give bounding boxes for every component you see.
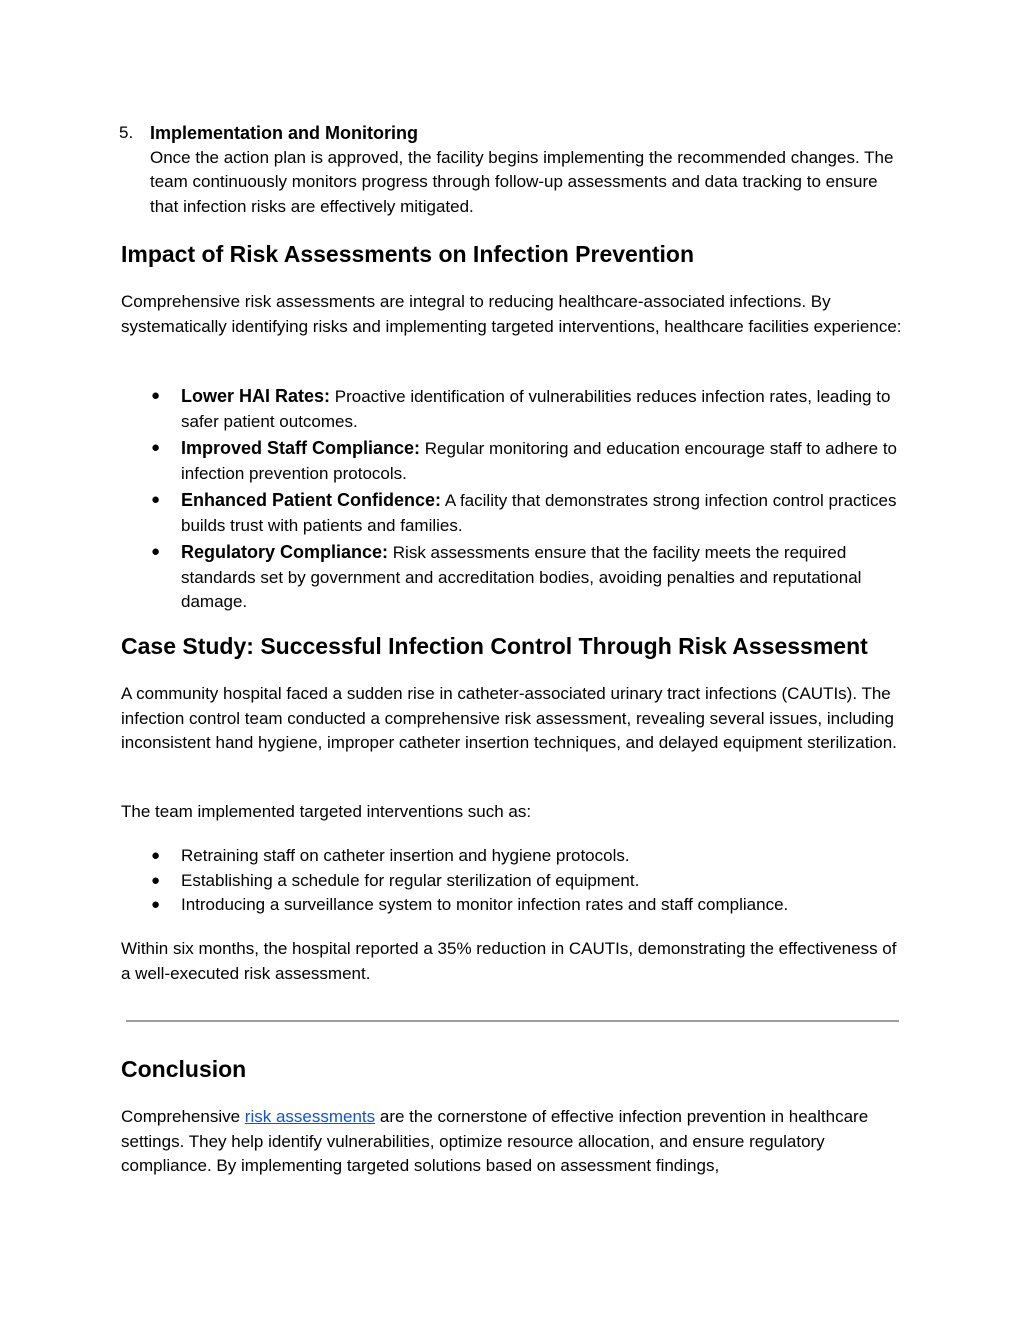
conclusion-heading: Conclusion xyxy=(121,1056,247,1082)
horizontal-divider xyxy=(126,1020,899,1022)
bullet-text: Retraining staff on catheter insertion and hygiene protocols. xyxy=(181,846,630,865)
list-item xyxy=(121,844,903,869)
bullet-text: Introducing a surveillance system to monitor infection rates and staff compliance. xyxy=(181,895,789,914)
list-item xyxy=(121,488,903,538)
list-item xyxy=(121,384,903,434)
bullet-icon: ● xyxy=(151,896,161,913)
bullet-title: Enhanced Patient Confidence: xyxy=(181,490,442,510)
bullet-title: Lower HAI Rates: xyxy=(181,386,331,406)
conclusion-paragraph xyxy=(121,1105,903,1179)
list-item xyxy=(121,540,903,615)
case-study-paragraph: A community hospital faced a sudden rise in catheter-associated urinary tract infections (CAUTIs). The infection control team conducted a comprehensive risk assessment, revealing several issues, including inconsistent hand hygiene, improper catheter insertion techniques, and delayed equipment sterilization. xyxy=(121,684,897,752)
bullet-text: Establishing a schedule for regular sterilization of equipment. xyxy=(181,870,640,890)
bullet-text: Risk assessments ensure that the facility meets the required standards set by government and accreditation bodies, avoiding penalties and reputational damage. xyxy=(181,543,862,611)
bullet-icon: ● xyxy=(151,439,161,456)
list-item xyxy=(121,893,903,918)
case-study-result: Within six months, the hospital reported a 35% reduction in CAUTIs, demonstrating the effectiveness of a well-executed risk assessment. xyxy=(121,939,897,983)
bullet-text: Regular monitoring and education encourage staff to adhere to infection prevention protocols. xyxy=(181,439,898,483)
list-item xyxy=(121,869,903,894)
interventions-list xyxy=(121,844,903,918)
bullet-icon: ● xyxy=(151,847,161,864)
bullet-icon: ● xyxy=(151,871,161,889)
impact-bullet-list xyxy=(121,384,903,615)
bullet-icon: ● xyxy=(151,543,161,560)
conclusion-text-rest: are the cornerstone of effective infection prevention in healthcare settings. They help identify vulnerabilities, optimize resource allocation, and ensure regulatory compliance. By implementing targeted solutions based on assessment findings, xyxy=(121,1107,869,1175)
bullet-title: Improved Staff Compliance: xyxy=(181,438,421,458)
list-item xyxy=(121,436,903,486)
item-body: Once the action plan is approved, the facility begins implementing the recommended changes. The team continuously monitors progress through follow-up assessments and data tracking to ensure that infection risks are effectively mitigated. xyxy=(150,147,894,216)
impact-heading: Impact of Risk Assessments on Infection Prevention xyxy=(121,241,695,267)
bullet-title: Regulatory Compliance: xyxy=(181,542,389,562)
case-study-heading: Case Study: Successful Infection Control Through Risk Assessment xyxy=(121,633,868,659)
interventions-intro: The team implemented targeted interventions such as: xyxy=(121,802,532,821)
risk-assessments-link[interactable]: risk assessments xyxy=(244,1107,376,1126)
bullet-icon: ● xyxy=(151,491,161,508)
conclusion-text-start: Comprehensive xyxy=(121,1107,245,1126)
bullet-text: A facility that demonstrates strong infection control practices builds trust with patients and families. xyxy=(181,491,897,535)
item-title: Implementation and Monitoring xyxy=(150,123,418,143)
numbered-item-5 xyxy=(119,121,903,219)
bullet-icon: ● xyxy=(151,387,161,404)
bullet-text: Proactive identification of vulnerabilities reduces infection rates, leading to safer patient outcomes. xyxy=(181,387,891,431)
impact-intro: Comprehensive risk assessments are integral to reducing healthcare-associated infections. By systematically identifying risks and implementing targeted interventions, healthcare facilities experience: xyxy=(121,292,902,336)
list-number: 5. xyxy=(119,123,134,142)
